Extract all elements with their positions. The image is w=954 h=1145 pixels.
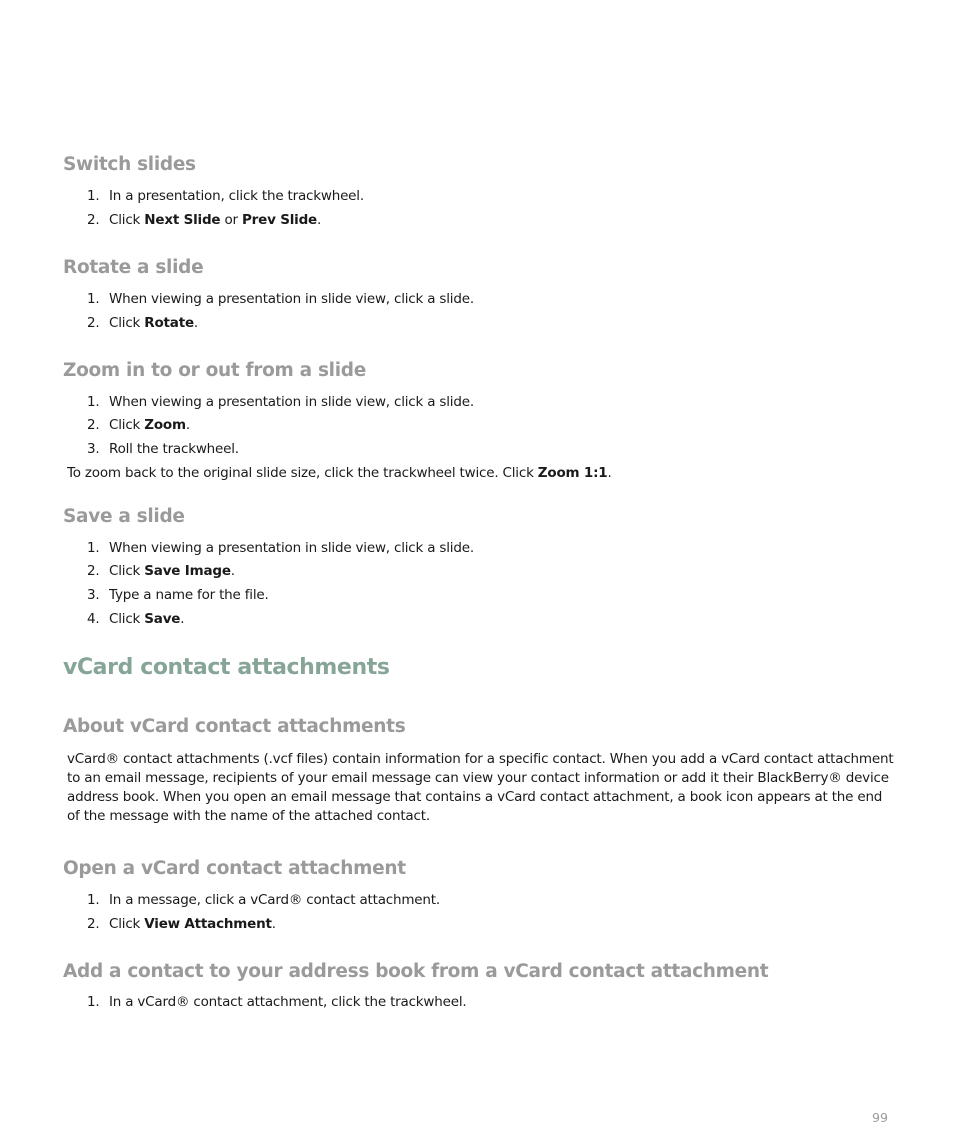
step-save-1: 1. When viewing a presentation in slide view, click a slide. [87, 540, 474, 556]
about-vcard-paragraph: vCard® contact attachments (.vcf files) contain information for a specific contact. When you add a vCard contact attachment to an email message, recipients of your email message can view your contact information or add it their BlackBerry® device address book. When you open an email message that contains a vCard contact attachment, a book icon appears at the end of the message with the name of the attached contact. [67, 751, 894, 824]
step-save-2: 2. Click Save Image. [87, 563, 235, 579]
heading-zoom-slide: Zoom in to or out from a slide [63, 360, 366, 381]
heading-save-slide: Save a slide [63, 506, 185, 527]
step-zoom-3: 3. Roll the trackwheel. [87, 441, 239, 457]
heading-about-vcard: About vCard contact attachments [63, 716, 406, 737]
section-title-vcard: vCard contact attachments [63, 655, 390, 680]
step-save-4: 4. Click Save. [87, 611, 185, 627]
step-add-1: 1. In a vCard® contact attachment, click the trackwheel. [87, 994, 467, 1010]
step-switch-1: 1. In a presentation, click the trackwheel. [87, 188, 364, 204]
page-number: 99 [872, 1110, 888, 1125]
step-open-1: 1. In a message, click a vCard® contact attachment. [87, 892, 440, 908]
heading-rotate-slide: Rotate a slide [63, 257, 204, 278]
step-open-2: 2. Click View Attachment. [87, 916, 276, 932]
heading-open-vcard: Open a vCard contact attachment [63, 858, 406, 879]
step-rotate-2: 2. Click Rotate. [87, 315, 199, 331]
step-zoom-1: 1. When viewing a presentation in slide view, click a slide. [87, 394, 474, 410]
step-zoom-2: 2. Click Zoom. [87, 417, 190, 433]
step-switch-2: 2. Click Next Slide or Prev Slide. [87, 212, 322, 228]
heading-switch-slides: Switch slides [63, 154, 196, 175]
heading-add-contact: Add a contact to your address book from a vCard contact attachment [63, 961, 769, 982]
zoom-note: To zoom back to the original slide size, click the trackwheel twice. Click Zoom 1:1. [67, 465, 612, 481]
step-save-3: 3. Type a name for the file. [87, 587, 269, 603]
step-rotate-1: 1. When viewing a presentation in slide view, click a slide. [87, 291, 474, 307]
